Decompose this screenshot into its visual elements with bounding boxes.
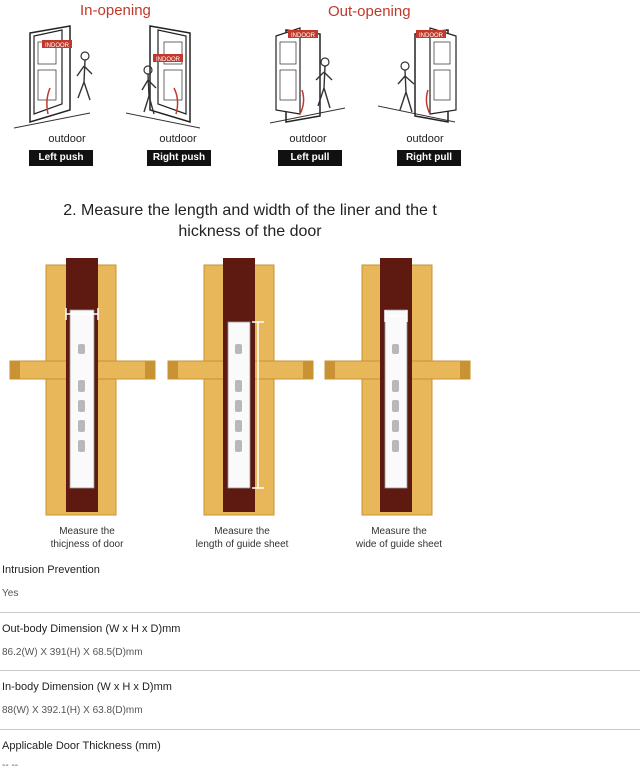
spec-value-in-body: 88(W) X 392.1(H) X 63.8(D)mm [2,705,143,716]
in-opening-heading: In-opening [80,2,151,19]
door-tag: Right pull [397,150,461,166]
door-caption: outdoor [406,133,444,145]
measure-title-line1: 2. Measure the length and width of the liner and the t [63,202,437,219]
door-caption: outdoor [48,133,86,145]
lock-measure-illustrations [0,250,480,522]
spec-label-door-thickness: Applicable Door Thickness (mm) [2,740,161,752]
spec-divider [0,612,640,613]
lock-illustration-thickness [10,258,155,515]
door-caption: outdoor [289,133,327,145]
door-tag: Left pull [278,150,342,166]
door-sign-text: INDOOR [419,33,443,39]
spec-value-out-body: 86.2(W) X 391(H) X 68.5(D)mm [2,647,143,658]
spec-label-intrusion: Intrusion Prevention [2,564,100,576]
lock-caption-line1: Measure the [214,526,270,537]
measure-title [60,200,440,242]
lock-illustration-width [325,258,470,515]
lock-caption-length [177,525,307,551]
lock-illustration-length [168,258,313,515]
spec-label-in-body: In-body Dimension (W x H x D)mm [2,681,172,693]
lock-caption-line1: Measure the [59,526,115,537]
lock-caption-line2: wide of guide sheet [355,539,443,550]
out-opening-heading: Out-opening [328,3,411,20]
lock-caption-line2: length of guide sheet [195,539,289,550]
spec-label-out-body: Out-body Dimension (W x H x D)mm [2,623,181,635]
door-tag: Left push [29,150,93,166]
door-tag: Right push [147,150,211,166]
lock-caption-thickness [22,525,152,551]
measure-title-line2: hickness of the door [178,223,322,240]
spec-divider [0,729,640,730]
door-sign-text: INDOOR [45,43,69,49]
door-sign-layer [0,18,480,78]
spec-value-intrusion: Yes [2,588,19,599]
lock-caption-line1: Measure the [371,526,427,537]
lock-caption-width [334,525,464,551]
door-sign-text: INDOOR [156,57,180,63]
door-caption: outdoor [159,133,197,145]
lock-caption-line2: thicjness of door [50,539,124,550]
door-sign-text: INDOOR [291,33,315,39]
spec-value-door-thickness: -- -- [2,760,19,771]
spec-divider [0,670,640,671]
